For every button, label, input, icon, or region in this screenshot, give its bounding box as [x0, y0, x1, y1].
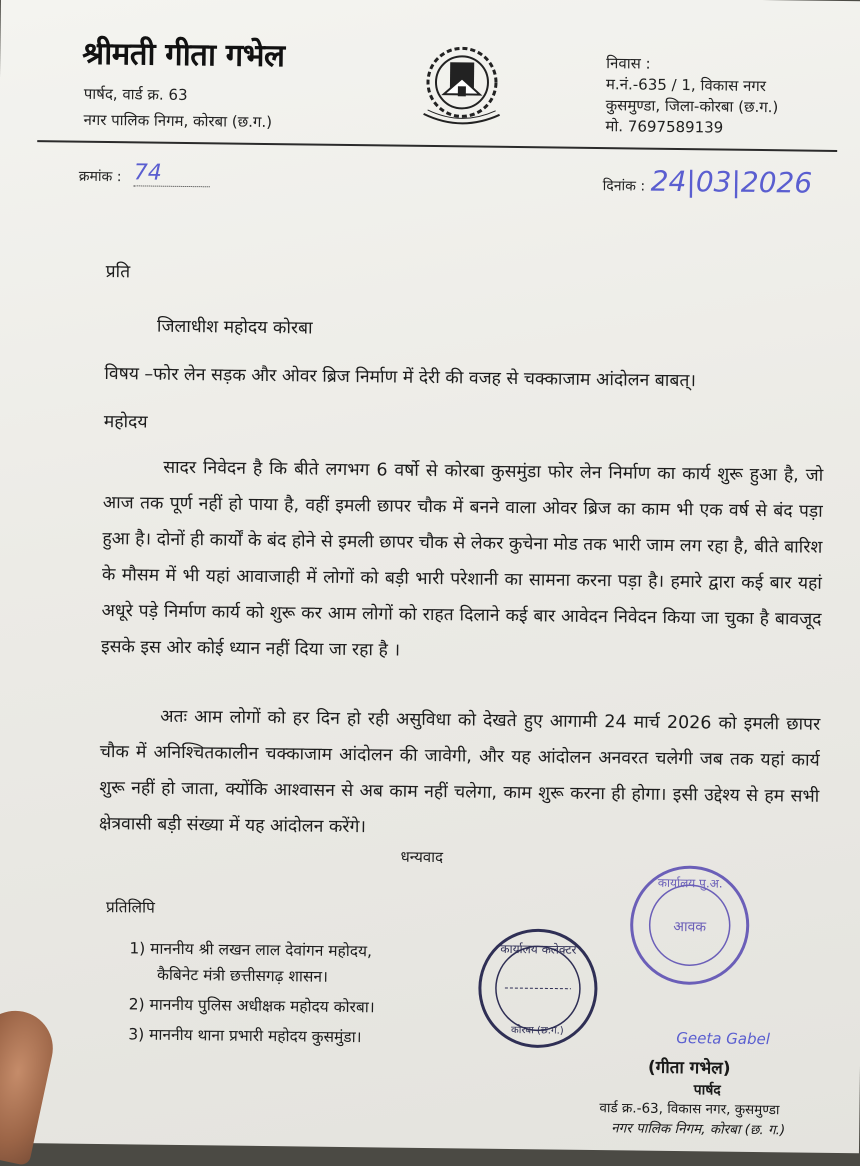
recipient: जिलाधीश महोदय कोरबा: [156, 316, 313, 339]
copy-item-3: 3) माननीय थाना प्रभारी महोदय कुसमुंडा।: [128, 1025, 362, 1047]
copy-item-2: 2) माननीय पुलिस अधीक्षक महोदय कोरबा।: [128, 995, 375, 1017]
ref-value: 74: [134, 160, 210, 187]
stamp-right-title: कार्यालय पु.अ.: [657, 875, 723, 891]
subject-line: विषय –फोर लेन सड़क और ओवर ब्रिज निर्माण में देरी की वजह से चक्काजाम आंदोलन बाबत्।: [104, 364, 697, 392]
date-value: 24|03|2026: [650, 164, 813, 200]
address-line2: कुसमुण्डा, जिला-कोरबा (छ.ग.): [605, 96, 779, 117]
body-paragraph-2: अतः आम लोगों को हर दिन हो रही असुविधा को देखते हुए आगामी 24 मार्च 2026 को इमली छापर चौक में अनिश्चितकालीन चक्काजाम आंदोलन की जावेगी, और यह आंदोलन अनवरत चलेगी जब तक यहां कार्य शुरू नहीं हो जाता, क्योंकि आश्वासन से अब काम नहीं चलेगा, काम शुरू करना ही होगा। इसी उद्देश्य से हम सभी क्षेत्रवासी बड़ी संख्या में यह आंदोलन करेंगे।: [98, 706, 821, 838]
collector-office-stamp: [474, 925, 602, 1053]
signatory-address-2: नगर पालिक निगम, कोरबा (छ. ग.): [611, 1120, 786, 1139]
letterhead-municipality: नगर पालिक निगम, कोरबा (छ.ग.): [83, 110, 273, 132]
date-label: दिनांक :: [602, 178, 646, 195]
copies-label: प्रतिलिपि: [105, 898, 156, 917]
thanks-text: धन्यवाद: [400, 847, 444, 867]
stamp-left-sub: कोरबा (छ.ग.): [511, 1025, 564, 1037]
address-line1: म.नं.-635 / 1, विकास नगर: [605, 75, 767, 96]
to-label: प्रति: [105, 262, 131, 283]
copy-item-1-continued: कैबिनेट मंत्री छत्तीसगढ़ शासन।: [156, 965, 329, 986]
signatory-title: पार्षद: [693, 1082, 721, 1099]
ref-field: [134, 160, 210, 187]
copy-item-1: 1) माननीय श्री लखन लाल देवांगन महोदय,: [129, 939, 373, 961]
salutation: महोदय: [103, 412, 148, 433]
municipal-emblem-logo: [413, 40, 510, 133]
phone-number: मो. 7697589139: [605, 117, 724, 137]
signatory-address-1: वार्ड क्र.-63, विकास नगर, कुसमुण्डा: [599, 1100, 780, 1119]
residence-label: निवास :: [606, 54, 651, 73]
letterhead-name: श्रीमती गीता गभेल: [82, 35, 285, 75]
letterhead-designation: पार्षद, वार्ड क्र. 63: [83, 84, 188, 105]
stamp-right-sub: आवक: [673, 918, 707, 936]
stamp-left-title: कार्यालय कलेक्टर: [500, 941, 577, 957]
handwritten-signature: Geeta Gabel: [676, 1029, 771, 1049]
ref-label: क्रमांक :: [78, 168, 122, 186]
signatory-name: (गीता गभेल): [647, 1057, 731, 1079]
body-paragraph-1: सादर निवेदन है कि बीते लगभग 6 वर्षो से कोरबा कुसमुंडा फोर लेन निर्माण का कार्य शुरू हुआ है, जो आज तक पूर्ण नहीं हो पाया है, वहीं इमली छापर चौक में बनने वाला ओवर ब्रिज का काम भी एक वर्ष से बंद पड़ा हुआ है। दोनों ही कार्यों के बंद होने से इमली छापर चौक से लेकर कुचेना मोड तक भारी जाम लग रहा है, बीते बारिश के मौसम में भी यहां आवाजाही में लोगों को बड़ी भारी परेशानी का सामना करना पड़ा है। हमारे द्वारा कई बार यहां अधूरे पड़े निर्माण कार्य को शुरू कर आम लोगों को राहत दिलाने कई बार आवेदन निवेदन किया जा चुका है बावजूद इसके इस ओर कोई ध्यान नहीं दिया जा रहा है ।: [100, 457, 824, 661]
police-office-stamp: [625, 860, 755, 990]
letterhead-divider: [37, 140, 837, 152]
